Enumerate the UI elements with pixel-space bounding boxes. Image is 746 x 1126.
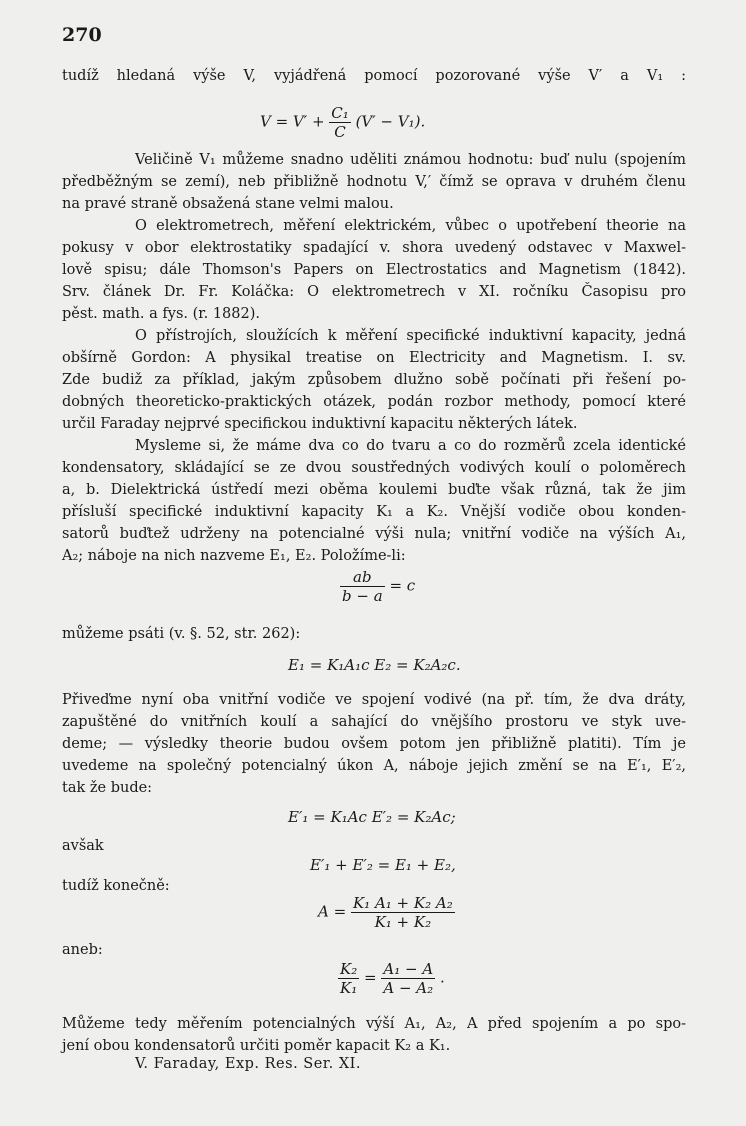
eq6-numerator: K₁ A₁ + K₂ A₂ [352,894,453,912]
text-line: zapuštěné do vnitřních koulí a sahající do vnějšího prostoru ve styk uve- [62,714,686,730]
text-line: Přiveďme nyní oba vnitřní vodiče ve spojení vodivé (na př. tím, že dva dráty, [62,692,686,708]
text-line: jení obou kondensatorů určiti poměr kapacit K₂ a K₁. [62,1038,451,1054]
text-line: satorů buďtež udrženy na potencialné výši nula; vnitřní vodiče na výších A₁, [62,526,686,542]
eq7-equals: = [364,968,377,987]
text-line: Můžeme tedy měřením potencialných výší A₁, A₂, A před spojením a po spo- [62,1016,686,1032]
eq2-numerator: ab [340,568,385,587]
eq2-fraction [340,568,385,605]
text-line: Zde budiž za příklad, jakým způsobem dlužno sobě počínati při řešení po- [62,372,686,388]
text-line: pěst. math. a fys. (r. 1882). [62,306,260,322]
eq1-fraction [329,104,351,141]
eq7-fraction-right [381,960,435,997]
eq1-numerator: C₁ [331,104,349,122]
eq1-denominator: C [334,123,346,141]
text-line: O elektrometrech, měření elektrickém, vůbec o upotřebení theorie na [135,218,686,234]
text-line: tak že bude: [62,780,153,796]
text-line: a, b. Dielektrická ústředí mezi oběma koulemi buďte však různá, tak že jim [62,482,686,498]
eq7-numerator-left: K₂ [340,960,358,978]
equation-4: E′₁ = K₁Ac E′₂ = K₂Ac; [288,808,456,826]
eq6-left: A = [318,902,347,921]
eq1-right: (V′ − V₁). [355,112,426,131]
text-line: dobných theoreticko-praktických otázek, podán rozbor methody, pomocí které [62,394,686,410]
text-line: aneb: [62,942,103,958]
text-line: předběžným se zemí), neb přibližně hodnotu V,′ čímž se oprava v druhém členu [62,174,686,190]
text-line: deme; — výsledky theorie budou ovšem potom jen přibližně platiti). Tím je [62,736,686,752]
text-line: tudíž hledaná výše V, vyjádřená pomocí pozorované výše V′ a V₁ : [62,68,686,84]
text-line: avšak [62,838,104,854]
text-line: můžeme psáti (v. §. 52, str. 262): [62,626,301,642]
eq6-denominator: K₁ + K₂ [374,913,432,931]
eq2-right: = c [389,576,416,595]
equation-5: E′₁ + E′₂ = E₁ + E₂, [310,856,456,874]
text-line: Srv. článek Dr. Fr. Koláčka: O elektrometrech v XI. ročníku Časopisu pro [62,284,686,300]
eq1-left: V = V′ + [260,112,325,131]
signature-citation: V. Faraday, Exp. Res. Ser. XI. [135,1056,362,1072]
equation-6 [318,894,455,931]
text-line: O přístrojích, sloužících k měření specifické induktivní kapacity, jedná [135,328,686,344]
text-line: pokusy v obor elektrostatiky spadající v. shora uvedený odstavec v Maxwel- [62,240,686,256]
text-line: obšírně Gordon: A physikal treatise on Electricity and Magnetism. I. sv. [62,350,686,366]
eq7-denominator-left: K₁ [340,979,358,997]
eq6-fraction [351,894,455,931]
text-line: přísluší specifické induktivní kapacity K₁ a K₂. Vnější vodiče obou konden- [62,504,686,520]
text-line: na pravé straně obsažená stane velmi malou. [62,196,394,212]
text-line: A₂; náboje na nich nazveme E₁, E₂. Položíme-li: [62,548,406,564]
eq7-denominator-right: A − A₂ [383,979,434,997]
equation-1 [260,104,425,141]
equation-7 [338,960,445,997]
text-line: tudíž konečně: [62,878,170,894]
eq7-numerator-right: A₁ − A [383,960,434,978]
eq7-fraction-left [338,960,359,997]
eq2-denominator: b − a [342,587,383,605]
eq7-period: . [439,968,445,987]
text-line: uvedeme na společný potencialný úkon A, náboje jejich změní se na E′₁, E′₂, [62,758,686,774]
text-line: kondensatory, skládající se ze dvou soustředných vodivých koulí o poloměrech [62,460,686,476]
equation-2 [340,568,415,605]
text-line: lově spisu; dále Thomson's Papers on Electrostatics and Magnetism (1842). [62,262,686,278]
page-number: 270 [62,24,102,46]
equation-3: E₁ = K₁A₁c E₂ = K₂A₂c. [288,656,461,674]
text-line: Veličině V₁ můžeme snadno uděliti známou hodnotu: buď nulu (spojením [135,152,686,168]
text-line: Mysleme si, že máme dva co do tvaru a co do rozměrů zcela identické [135,438,686,454]
text-line: určil Faraday nejprvé specifickou induktivní kapacitu některých látek. [62,416,578,432]
